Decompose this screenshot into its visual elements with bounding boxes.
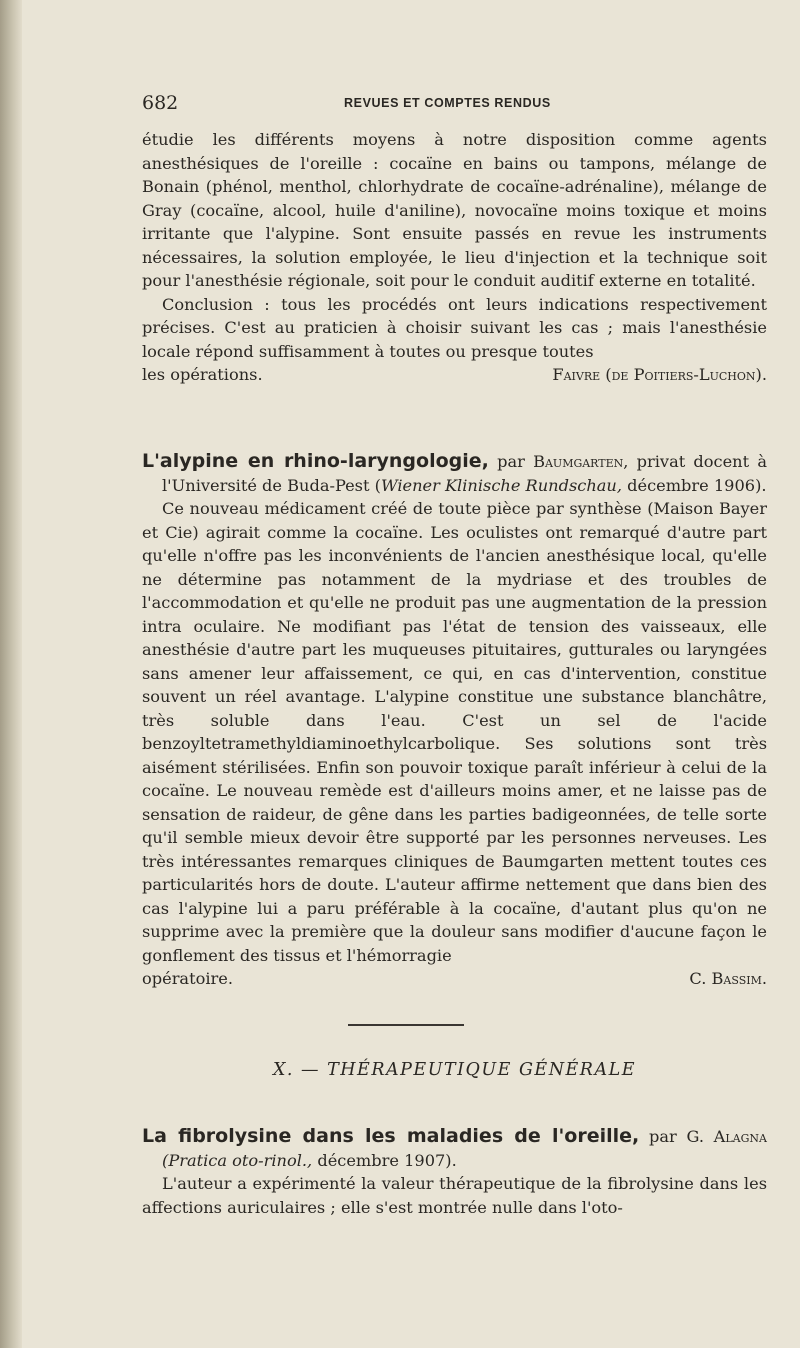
article-header: [142, 450, 767, 497]
paragraph-conclusion: Conclusion : tous les procédés ont leurs indications respectivement précises. C'est au praticien à choisir suivant les cas ; mais l'anesthésie locale répond suffisamment à toutes ou presque toutes: [142, 294, 767, 361]
section-heading: X. — THÉRAPEUTIQUE GÉNÉRALE: [272, 1060, 637, 1080]
page-number: 682: [142, 92, 179, 114]
closing-text: les opérations.: [142, 365, 263, 384]
paragraph-anesthetic-agents: étudie les différents moyens à notre disposition comme agents anesthésiques de l'oreille : cocaïne en bains ou tampons, mélange de Bonain (phénol, menthol, chlorhydrate de cocaïne-adrénaline), mélange de Gray (cocaïne, alcool, huile d'aniline), novocaïne moins toxique et moins irritante que l'alypine. Sont ensuite passés en revue les instruments nécessaires, la solution employée, le lieu d'injection et la technique soit pour l'anesthésie régionale, soit pour le conduit auditif externe en totalité.: [142, 130, 767, 290]
section-divider: [348, 1024, 464, 1026]
closing-text: opératoire.: [142, 969, 233, 988]
article-body: L'auteur a expérimenté la valeur thérapeutique de la fibrolysine dans les affections auriculaires ; elle s'est montrée nulle dans l'oto-: [142, 1174, 767, 1217]
by-word: par: [497, 452, 525, 471]
page-header: [142, 92, 762, 118]
signature-line: [142, 363, 767, 387]
author-signature: Faivre (de Poitiers-Luchon).: [552, 365, 767, 384]
article-fibrolysine: [142, 1125, 767, 1219]
publication-date: décembre 1907).: [317, 1150, 457, 1170]
by-word: par: [648, 1127, 677, 1146]
author-affiliation: privat docent à l'Université de Buda-Pest (: [162, 452, 767, 495]
publication-date: décembre 1906).: [627, 475, 767, 495]
running-head: REVUES ET COMPTES RENDUS: [344, 96, 551, 110]
article-body: Ce nouveau médicament créé de toute pièce par synthèse (Maison Bayer et Cie) agirait comme la cocaïne. Les oculistes ont remarqué d'autre part qu'elle n'offre pas les inconvénients de l'ancien anesthésique local, qu'elle ne détermine pas notamment de la mydriase et des troubles de l'accommodation et qu'elle ne produit pas une augmentation de la pression intra oculaire. Ne modifiant pas l'état de tension des vaisseaux, elle anesthésie d'autre part les muqueuses pituitaires, gutturales ou laryngées sans amener leur affaissement, ce qui, en cas d'intervention, constitue souvent un réel avantage. L'alypine constitue une substance blanchâtre, très soluble dans l'eau. C'est un sel de l'acide benzoyltetramethyldiaminoethylcarbolique. Ses solutions sont très aisément stérilisées. Enfin son pouvoir toxique paraît inférieur à celui de la cocaïne. Le nouveau remède est d'ailleurs moins amer, et ne laisse pas de sensation de raideur, de gêne dans les parties badigeonnées, de telle sorte qu'il semble mieux devoir être supporté par les personnes nerveuses. Les très intéressantes remarques cliniques de Baumgarten mettent toutes ces particularités hors de doute. L'auteur affirme nettement que dans bien des cas l'alypine lui a paru préférable à la cocaïne, d'autant plus qu'on ne supprime avec la première que la douleur sans modifier d'aucune façon le gonflement des tissus et l'hémorragie: [142, 499, 767, 965]
signature-line: [142, 967, 767, 991]
article-alypine: [142, 450, 767, 991]
article-faivre: [142, 128, 767, 387]
article-title: La fibrolysine dans les maladies de l'oreille,: [142, 1125, 640, 1147]
article-header: [142, 1125, 767, 1172]
journal-name: (Pratica oto-rinol.,: [162, 1150, 313, 1170]
author-name: Baumgarten,: [533, 452, 629, 471]
journal-name: Wiener Klinische Rundschau,: [380, 475, 622, 495]
author-signature: C. Bassim.: [689, 969, 767, 988]
article-title: L'alypine en rhino-laryngologie,: [142, 450, 489, 472]
page-binding-edge: [0, 0, 22, 1348]
author-name: G. Alagna: [686, 1127, 767, 1146]
